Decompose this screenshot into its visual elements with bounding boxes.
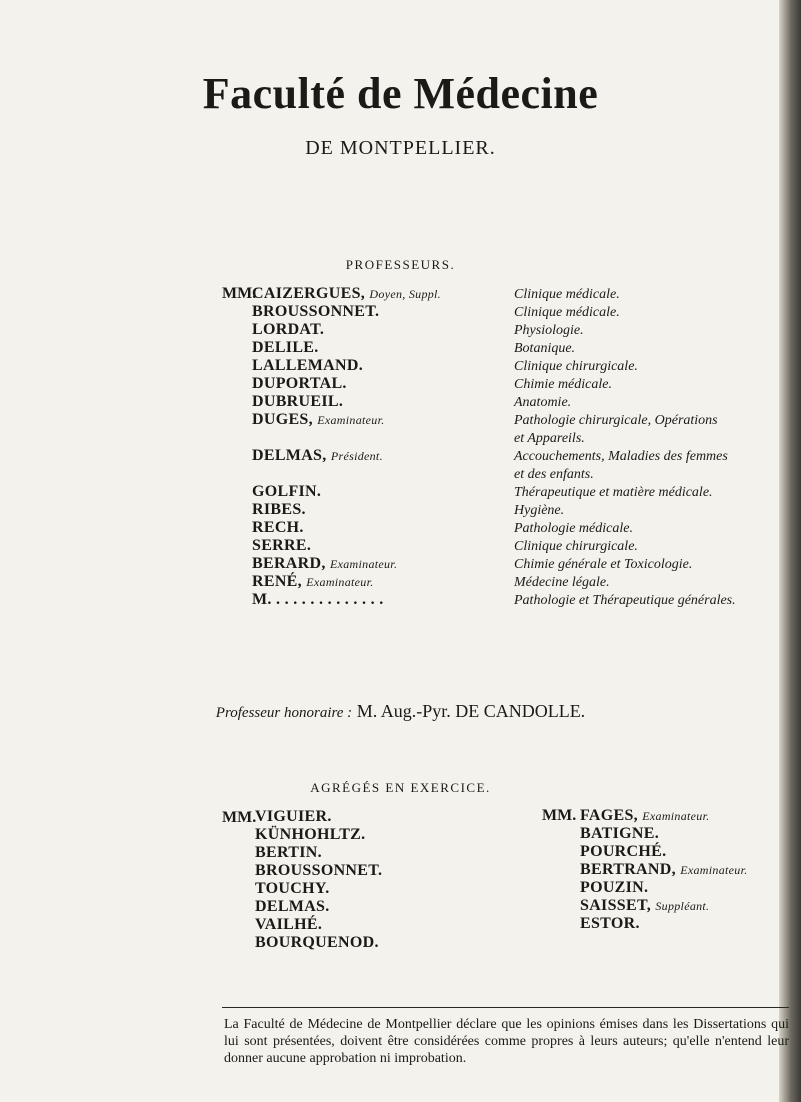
person-entry [252, 555, 441, 573]
person-name: FAGES, [580, 807, 638, 824]
person-name: LORDAT. [252, 321, 325, 338]
agreges-right-column [580, 807, 748, 933]
professeurs-prefix: MM. [222, 285, 257, 302]
person-name: DELMAS. [255, 898, 330, 915]
subject-line: Accouchements, Maladies des femmes [514, 449, 728, 464]
subject-line: Clinique médicale. [514, 287, 620, 302]
page-edge-shadow [779, 0, 801, 1102]
person-entry [252, 591, 441, 609]
person-role: Président. [330, 449, 383, 463]
person-role: Examinateur. [317, 413, 385, 427]
person-name: ESTOR. [580, 915, 640, 932]
subject-line: Hygiène. [514, 503, 565, 518]
person-name: LALLEMAND. [252, 357, 364, 374]
agreges-right-prefix: MM. [542, 807, 577, 824]
person-name: RECH. [252, 519, 304, 536]
person-name: DELILE. [252, 339, 319, 356]
person-entry [255, 862, 382, 880]
agreges-heading: AGRÉGÉS EN EXERCICE. [310, 780, 491, 795]
person-entry [580, 897, 748, 915]
person-entry [255, 916, 382, 934]
person-role: Examinateur. [329, 557, 398, 571]
subject-line: et des enfants. [514, 467, 594, 482]
person-entry [252, 429, 441, 447]
person-entry [252, 447, 441, 465]
subject-line: Botanique. [514, 341, 576, 356]
person-entry [255, 844, 382, 862]
person-name: POURCHÉ. [580, 843, 667, 860]
person-role: Examinateur. [680, 863, 748, 877]
subject-line: Médecine légale. [514, 575, 610, 590]
person-entry [252, 285, 441, 303]
person-entry [252, 483, 441, 501]
person-entry [580, 807, 748, 825]
person-name: BERTRAND, [580, 861, 676, 878]
person-entry [252, 501, 441, 519]
person-entry [252, 339, 441, 357]
person-entry [255, 880, 382, 898]
disclaimer-note: La Faculté de Médecine de Montpellier déclare que les opinions émises dans les Dissertations qui lui sont présentées, doivent être considérées comme propres à leurs auteurs; qu'elle n'entend leur donner aucune approbation ni improbation. [224, 1017, 789, 1066]
professeurs-heading: PROFESSEURS. [345, 257, 456, 272]
person-name: BROUSSONNET. [255, 862, 383, 879]
person-entry [580, 843, 748, 861]
person-entry [252, 357, 441, 375]
person-name: SERRE. [252, 537, 312, 554]
person-entry [252, 519, 441, 537]
person-name: BROUSSONNET. [252, 303, 380, 320]
page-title: Faculté de Médecine [202, 69, 599, 118]
person-name: KÜNHOHLTZ. [255, 826, 366, 843]
agreges-left-column [255, 808, 382, 952]
person-name: BOURQUENOD. [255, 934, 379, 951]
person-entry [252, 465, 441, 483]
subject-line: Clinique chirurgicale. [514, 359, 638, 374]
subject-line: Physiologie. [514, 323, 584, 338]
person-name: TOUCHY. [255, 880, 330, 897]
person-name: GOLFIN. [252, 483, 322, 500]
professeurs-names-column [252, 285, 441, 609]
divider-rule [222, 1007, 789, 1008]
page-subtitle: DE MONTPELLIER. [305, 137, 496, 159]
person-entry [255, 934, 382, 952]
person-entry [580, 879, 748, 897]
person-name: DUPORTAL. [252, 375, 347, 392]
person-entry [252, 321, 441, 339]
person-entry [252, 573, 441, 591]
honoraire-name: M. Aug.-Pyr. DE CANDOLLE. [356, 701, 586, 721]
person-name: DELMAS, [252, 447, 327, 464]
person-name: M. . . . . . . . . . . . . . [252, 591, 384, 608]
person-entry [255, 826, 382, 844]
subject-line: Clinique médicale. [514, 305, 620, 320]
person-entry [252, 375, 441, 393]
subject-line: Pathologie chirurgicale, Opérations [514, 413, 718, 428]
subject-line: Chimie générale et Toxicologie. [514, 557, 693, 572]
person-name: DUBRUEIL. [252, 393, 344, 410]
subject-line: Anatomie. [514, 395, 572, 410]
person-name: BERARD, [252, 555, 326, 572]
subject-line: Clinique chirurgicale. [514, 539, 638, 554]
person-entry [252, 411, 441, 429]
agreges-left-prefix: MM. [222, 809, 257, 826]
professeur-honoraire [0, 701, 801, 722]
person-entry [255, 898, 382, 916]
person-name: BERTIN. [255, 844, 322, 861]
person-role: Suppléant. [655, 899, 710, 913]
person-name: CAIZERGUES, [252, 285, 366, 302]
person-entry [252, 393, 441, 411]
person-entry [252, 303, 441, 321]
person-name: VIGUIER. [255, 808, 332, 825]
person-name: SAISSET, [580, 897, 652, 914]
subject-line: Chimie médicale. [514, 377, 612, 392]
subject-line: Thérapeutique et matière médicale. [514, 485, 713, 500]
person-name: RENÉ, [252, 573, 302, 590]
honoraire-label: Professeur honoraire : [215, 705, 353, 721]
person-name: POUZIN. [580, 879, 649, 896]
person-name: RIBES. [252, 501, 306, 518]
subject-line: et Appareils. [514, 431, 585, 446]
person-name: VAILHÉ. [255, 916, 323, 933]
person-entry [255, 808, 382, 826]
person-name: BATIGNE. [580, 825, 660, 842]
professeurs-subjects-column [514, 287, 736, 611]
person-role: Doyen, Suppl. [369, 287, 441, 301]
person-entry [580, 861, 748, 879]
subject-line: Pathologie médicale. [514, 521, 633, 536]
person-role: Examinateur. [306, 575, 374, 589]
subject-line: Pathologie et Thérapeutique générales. [514, 593, 736, 608]
person-entry [580, 915, 748, 933]
person-entry [252, 537, 441, 555]
person-entry [580, 825, 748, 843]
person-role: Examinateur. [642, 809, 710, 823]
person-name: DUGES, [252, 411, 313, 428]
